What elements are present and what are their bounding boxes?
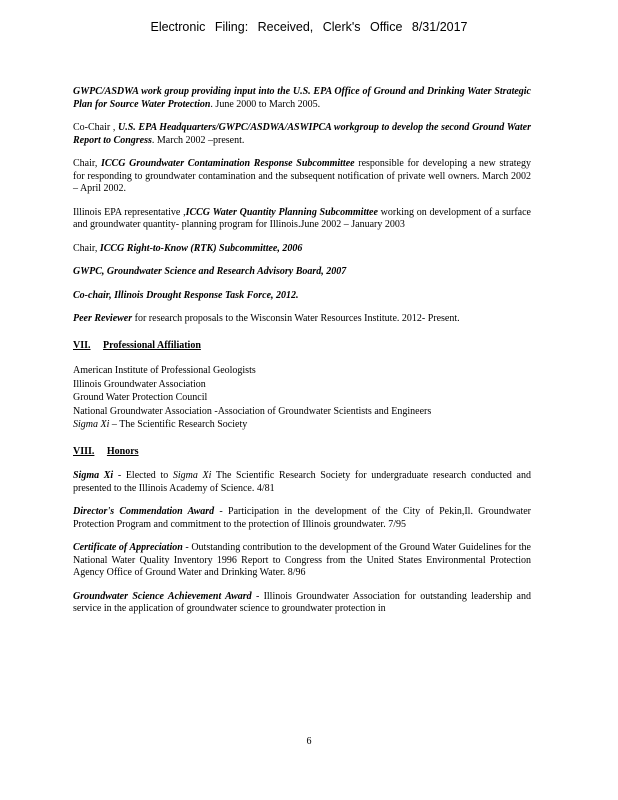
entry-cochair-epa xyxy=(73,122,531,147)
list-item: Ground Water Protection Council xyxy=(73,392,208,403)
honor-mid-italic: Sigma Xi xyxy=(172,470,212,481)
document-body xyxy=(73,86,531,627)
affiliation-list xyxy=(73,364,531,432)
entry-title: ICCG Groundwater Contamination Response Subcommittee xyxy=(100,158,355,169)
entry-drought-task-force xyxy=(73,290,531,303)
entry-prefix: Co-Chair , xyxy=(73,122,116,133)
entry-title: GWPC, Groundwater Science and Research Advisory Board, 2007 xyxy=(73,266,347,277)
page-number: 6 xyxy=(306,736,312,747)
entry-gwpc-asdwa xyxy=(73,86,531,111)
honor-title: Director's Commendation Award xyxy=(73,506,215,517)
section-title: Honors xyxy=(106,445,139,457)
entry-title: ICCG Water Quantity Planning Subcommittee xyxy=(185,206,378,218)
filing-stamp-header: Electronic Filing: Received, Clerk's Office 8/31/2017 xyxy=(150,20,468,34)
honor-title: Sigma Xi xyxy=(73,470,114,481)
list-item xyxy=(73,418,531,432)
honor-title: Groundwater Science Achievement Award xyxy=(73,590,252,602)
honor-text: - Participation in the development of the City of Pekin,Il. Groundwater Protection Program and commitment to the protection of Illinois groundwater. 7/95 xyxy=(73,506,531,530)
entry-text: . March 2002 –present. xyxy=(151,134,245,146)
honor-mid: - Elected to xyxy=(113,470,173,481)
honor-text: - Outstanding contribution to the development of the Ground Water Guidelines for the National Water Quality Inventory 1996 Report to Congress from the United States Environmental Protection Agency Office of Ground Water and Drinking Water. 8/96 xyxy=(73,542,531,578)
honor-groundwater-science-award xyxy=(73,591,531,616)
entry-prefix: Chair, xyxy=(73,242,100,254)
section-heading-professional-affiliation xyxy=(73,340,531,353)
entry-text: responsible for developing a new strategy for responding to groundwater contamination and the subsequent notification of private well owners. March 2002 – April 2002. xyxy=(73,158,531,194)
section-number: VIII. xyxy=(73,445,95,457)
entry-chair-iccg-contamination xyxy=(73,158,531,196)
entry-title: GWPC/ASDWA work group providing input into the U.S. EPA Office of Ground and Drinking Water Strategic Plan for Source Water Protection xyxy=(73,86,531,110)
section-heading-honors xyxy=(73,446,531,459)
section-title: Professional Affiliation xyxy=(103,339,201,351)
entry-text: working on development of a surface and groundwater quantity- planning program for Illinois.June 2002 – January 2003 xyxy=(73,206,532,230)
honor-text: - Illinois Groundwater Association for outstanding leadership and service in the application of groundwater science to groundwater protection in xyxy=(73,590,531,614)
honor-directors-commendation xyxy=(73,506,531,531)
section-number: VII. xyxy=(73,339,91,351)
entry-text: . June 2000 to March 2005. xyxy=(210,98,321,110)
list-item: National Groundwater Association -Association of Groundwater Scientists and Engineers xyxy=(73,405,432,417)
entry-peer-reviewer xyxy=(73,313,531,326)
sigma-xi-text: – The Scientific Research Society xyxy=(109,419,248,430)
honor-title: Certificate of Appreciation xyxy=(73,542,183,553)
entry-title: Peer Reviewer xyxy=(73,313,133,324)
list-item: American Institute of Professional Geologists xyxy=(73,365,256,376)
entry-chair-iccg-rtk xyxy=(73,243,531,256)
honor-sigma-xi xyxy=(73,470,531,495)
entry-title: ICCG Right-to-Know (RTK) Subcommittee, 2006 xyxy=(99,242,303,254)
honor-certificate-appreciation xyxy=(73,542,531,580)
entry-title: U.S. EPA Headquarters/GWPC/ASDWA/ASWIPCA workgroup to develop the second Ground Water Report to Congress xyxy=(73,122,532,146)
entry-text: for research proposals to the Wisconsin Water Resources Institute. 2012- Present. xyxy=(132,313,460,324)
entry-gwpc-board xyxy=(73,266,531,279)
entry-iepa-representative xyxy=(73,207,531,232)
entry-prefix: Illinois EPA representative , xyxy=(73,206,186,218)
entry-title: Co-chair, Illinois Drought Response Task Force, 2012. xyxy=(73,289,299,301)
sigma-xi-name: Sigma Xi xyxy=(73,419,110,430)
entry-prefix: Chair, xyxy=(73,158,101,169)
list-item: Illinois Groundwater Association xyxy=(73,378,206,390)
honor-text: The Scientific Research Society for undergraduate research conducted and presented to the Illinois Academy of Science. 4/81 xyxy=(73,470,531,494)
